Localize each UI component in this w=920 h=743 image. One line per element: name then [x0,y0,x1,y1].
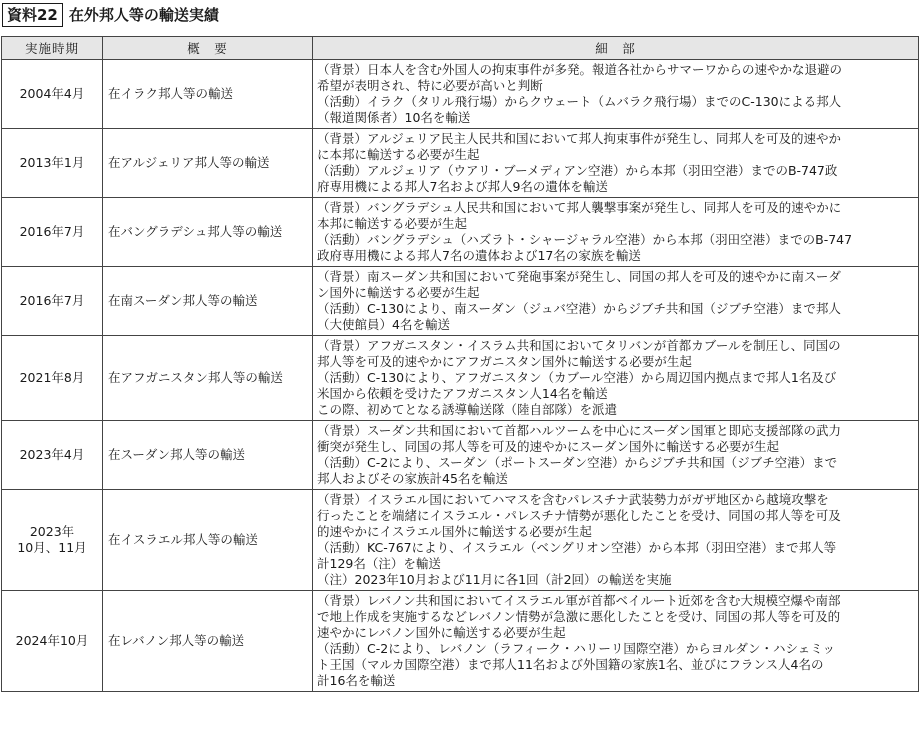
details-line: で地上作成を実施するなどレバノン情勢が急激に悪化したことを受け、同国の邦人等を可及的 [317,609,841,624]
details-line: 速やかにレバノン国外に輸送する必要が生起 [317,625,566,640]
details-line: （注）2023年10月および11月に各1回（計2回）の輸送を実施 [317,572,672,587]
details-line: （背景）イスラエル国においてハマスを含むパレスチナ武装勢力がガザ地区から越境攻撃を [317,492,829,507]
period-text: 2016年7月 [19,224,85,239]
summary-cell: 在アルジェリア邦人等の輸送 [103,129,313,198]
period-cell [2,591,103,692]
period-cell [2,60,103,129]
table-row [2,591,919,692]
details-line: （活動）バングラデシュ（ハズラト・シャージャラル空港）から本邦（羽田空港）までのB-747 [317,232,853,247]
document-tag: 資料22 [2,3,63,27]
period-cell [2,490,103,591]
details-line: 行ったことを端緒にイスラエル・パレスチナ情勢が悪化したことを受け、同国の邦人等を可及 [317,508,841,523]
details-line: （活動）C-2により、レバノン（ラフィーク・ハリーリ国際空港）からヨルダン・ハシェミッ [317,641,835,656]
period-text: 2023年 [29,524,75,539]
period-text: 2021年8月 [19,370,85,385]
period-text: 10月、11月 [17,540,87,555]
table-row [2,421,919,490]
summary-cell: 在レバノン邦人等の輸送 [103,591,313,692]
details-line: ト王国（マルカ国際空港）まで邦人11名および外国籍の家族1名、並びにフランス人4名の [317,657,824,672]
column-header-summary: 概 要 [103,37,313,60]
details-line: 希望が表明され、特に必要が高いと判断 [317,78,543,93]
document-header [0,0,219,30]
details-line: （背景）アルジェリア民主人民共和国において邦人拘束事件が発生し、同邦人を可及的速やか [317,131,841,146]
details-line: （活動）C-2により、スーダン（ポートスーダン空港）からジブチ共和国（ジブチ空港）まで [317,455,838,470]
details-cell [313,336,919,421]
details-line: 衝突が発生し、同国の邦人等を可及的速やかにスーダン国外に輸送する必要が生起 [317,439,780,454]
period-cell [2,267,103,336]
table-row [2,198,919,267]
table-row [2,267,919,336]
column-header-details: 細 部 [313,37,919,60]
details-cell [313,267,919,336]
period-cell [2,421,103,490]
table-body [2,60,919,692]
details-line: 計129名（注）を輸送 [317,556,441,571]
summary-cell: 在イスラエル邦人等の輸送 [103,490,313,591]
period-cell [2,336,103,421]
table-row [2,336,919,421]
document-title: 在外邦人等の輸送実績 [68,6,219,24]
details-line: （背景）レバノン共和国においてイスラエル軍が首都ベイルート近郊を含む大規模空爆や南部 [317,593,841,608]
summary-cell: 在アフガニスタン邦人等の輸送 [103,336,313,421]
details-line: （背景）バングラデシュ人民共和国において邦人襲撃事案が発生し、同邦人を可及的速やかに [317,200,842,215]
details-line: 邦人等を可及的速やかにアフガニスタン国外に輸送する必要が生起 [317,354,692,369]
details-line: この際、初めてとなる誘導輸送隊（陸自部隊）を派遣 [317,402,618,417]
details-line: （活動）C-130により、南スーダン（ジュバ空港）からジブチ共和国（ジブチ空港）まで邦人 [317,301,841,316]
column-header-period: 実施時期 [2,37,103,60]
details-line: 本邦に輸送する必要が生起 [317,216,468,231]
period-cell [2,129,103,198]
details-cell [313,490,919,591]
table-row [2,60,919,129]
summary-cell: 在イラク邦人等の輸送 [103,60,313,129]
details-line: 的速やかにイスラエル国外に輸送する必要が生起 [317,524,592,539]
details-line: （活動）C-130により、アフガニスタン（カブール空港）から周辺国内拠点まで邦人1名及び [317,370,837,385]
details-line: ン国外に輸送する必要が生起 [317,285,480,300]
details-cell [313,591,919,692]
table-row [2,490,919,591]
details-line: （大使館員）4名を輸送 [317,317,450,332]
table-header-row [2,37,919,60]
details-cell [313,198,919,267]
details-line: 邦人およびその家族計45名を輸送 [317,471,508,486]
period-text: 2023年4月 [19,447,85,462]
period-text: 2013年1月 [19,155,85,170]
details-line: 米国から依頼を受けたアフガニスタン人14名を輸送 [317,386,608,401]
details-line: （報道関係者）10名を輸送 [317,110,471,125]
details-line: （活動）KC-767により、イスラエル（ベングリオン空港）から本邦（羽田空港）まで邦人等 [317,540,837,555]
details-cell [313,421,919,490]
period-text: 2016年7月 [19,293,85,308]
details-line: （背景）日本人を含む外国人の拘束事件が多発。報道各社からサマーワからの速やかな退避の [317,62,843,77]
details-line: （活動）イラク（タリル飛行場）からクウェート（ムバラク飛行場）までのC-130による邦人 [317,94,842,109]
summary-cell: 在南スーダン邦人等の輸送 [103,267,313,336]
table-row [2,129,919,198]
details-line: （活動）アルジェリア（ウアリ・ブーメディアン空港）から本邦（羽田空港）までのB-747政 [317,163,838,178]
details-line: に本邦に輸送する必要が生起 [317,147,480,162]
period-text: 2024年10月 [15,633,89,648]
details-cell [313,129,919,198]
details-line: （背景）アフガニスタン・イスラム共和国においてタリバンが首都カブールを制圧し、同国の [317,338,841,353]
details-cell [313,60,919,129]
details-line: 府専用機による邦人7名および邦人9名の遺体を輸送 [317,179,608,194]
details-line: （背景）南スーダン共和国において発砲事案が発生し、同国の邦人を可及的速やかに南スーダ [317,269,841,284]
transport-record-table [1,36,919,692]
details-line: 計16名を輸送 [317,673,396,688]
details-line: （背景）スーダン共和国において首都ハルツームを中心にスーダン国軍と即応支援部隊の武力 [317,423,842,438]
period-cell [2,198,103,267]
summary-cell: 在バングラデシュ邦人等の輸送 [103,198,313,267]
details-line: 政府専用機による邦人7名の遺体および17名の家族を輸送 [317,248,641,263]
summary-cell: 在スーダン邦人等の輸送 [103,421,313,490]
period-text: 2004年4月 [19,86,85,101]
